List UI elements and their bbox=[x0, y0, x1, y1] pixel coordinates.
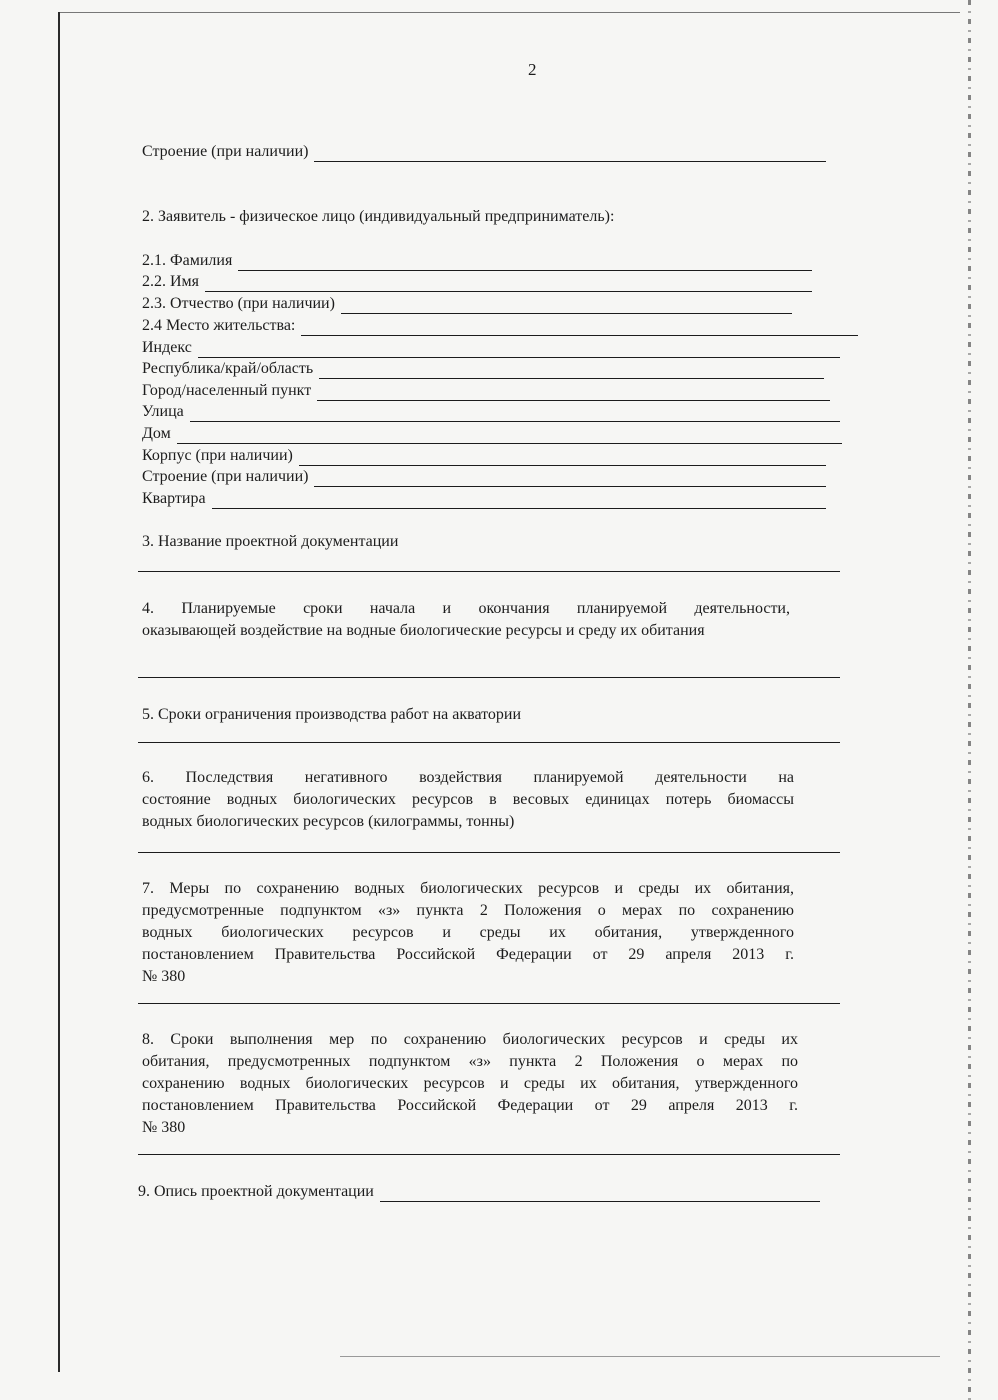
text-line: 8. Сроки выполнения мер по сохранению биологических ресурсов и среды их bbox=[142, 1031, 798, 1048]
blank-line[interactable] bbox=[138, 742, 840, 743]
field-label: Квартира bbox=[142, 490, 206, 507]
text-line: предусмотренные подпунктом «з» пункта 2 Положения о мерах по сохранению bbox=[142, 902, 794, 919]
field-surname bbox=[142, 249, 812, 271]
section-4-text bbox=[142, 598, 790, 642]
field-patronymic bbox=[142, 292, 792, 314]
blank-line[interactable] bbox=[341, 298, 792, 314]
field-korpus bbox=[142, 444, 826, 466]
field-building bbox=[142, 465, 826, 487]
blank-line[interactable] bbox=[317, 385, 830, 401]
blank-line[interactable] bbox=[177, 428, 842, 444]
text-line: оказывающей воздействие на водные биологические ресурсы и среду их обитания bbox=[142, 622, 705, 639]
text-line: постановлением Правительства Российской Федерации от 29 апреля 2013 г. bbox=[142, 946, 794, 963]
text-line: 4. Планируемые сроки начала и окончания планируемой деятельности, bbox=[142, 600, 790, 617]
field-house bbox=[142, 422, 842, 444]
section-6-text bbox=[142, 767, 794, 833]
blank-line[interactable] bbox=[190, 406, 840, 422]
blank-line[interactable] bbox=[138, 1003, 840, 1004]
blank-line[interactable] bbox=[138, 571, 840, 572]
field-name bbox=[142, 270, 812, 292]
field-label: Индекс bbox=[142, 339, 192, 356]
field-label: 9. Опись проектной документации bbox=[138, 1183, 374, 1200]
field-apartment bbox=[142, 487, 826, 509]
text-line: водных биологических ресурсов (килограммы, тонны) bbox=[142, 813, 515, 830]
field-label: 2.4 Место жительства: bbox=[142, 317, 296, 334]
blank-line[interactable] bbox=[212, 493, 826, 509]
text-line: обитания, предусмотренных подпунктом «з» пункта 2 Положения о мерах по bbox=[142, 1053, 798, 1070]
field-building-org bbox=[142, 140, 826, 162]
blank-line[interactable] bbox=[138, 1154, 840, 1155]
field-label: Республика/край/область bbox=[142, 360, 314, 377]
field-label: Город/населенный пункт bbox=[142, 382, 312, 399]
field-residence bbox=[142, 314, 858, 336]
section-2-heading: 2. Заявитель - физическое лицо (индивидуальный предприниматель): bbox=[142, 208, 615, 225]
field-label: Строение (при наличии) bbox=[142, 468, 309, 485]
field-label: Улица bbox=[142, 403, 184, 420]
field-label: Строение (при наличии) bbox=[142, 143, 309, 160]
field-label: 2.3. Отчество (при наличии) bbox=[142, 295, 335, 312]
text-line: водных биологических ресурсов и среды их обитания, утвержденного bbox=[142, 924, 794, 941]
blank-line[interactable] bbox=[205, 276, 812, 292]
section-8-text bbox=[142, 1029, 798, 1139]
blank-line[interactable] bbox=[314, 471, 826, 487]
field-city bbox=[142, 379, 830, 401]
text-line: 7. Меры по сохранению водных биологических ресурсов и среды их обитания, bbox=[142, 880, 794, 897]
field-label: Дом bbox=[142, 425, 171, 442]
blank-line[interactable] bbox=[319, 363, 824, 379]
blank-line[interactable] bbox=[138, 677, 840, 678]
text-line: № 380 bbox=[142, 1119, 186, 1136]
field-region bbox=[142, 357, 824, 379]
section-3-text: 3. Название проектной документации bbox=[142, 533, 399, 550]
blank-line[interactable] bbox=[138, 852, 840, 853]
text-line: сохранению водных биологических ресурсов и среды их обитания, утвержденного bbox=[142, 1075, 798, 1092]
text-line: 6. Последствия негативного воздействия планируемой деятельности на bbox=[142, 769, 794, 786]
text-line: № 380 bbox=[142, 968, 186, 985]
blank-line[interactable] bbox=[314, 146, 826, 162]
section-7-text bbox=[142, 878, 794, 988]
blank-line[interactable] bbox=[238, 255, 812, 271]
blank-line[interactable] bbox=[299, 450, 826, 466]
section-5-text: 5. Сроки ограничения производства работ на акватории bbox=[142, 706, 522, 723]
field-street bbox=[142, 400, 840, 422]
page-number: 2 bbox=[528, 60, 537, 79]
blank-line[interactable] bbox=[380, 1186, 820, 1202]
field-label: Корпус (при наличии) bbox=[142, 447, 293, 464]
field-label: 2.2. Имя bbox=[142, 273, 200, 290]
text-line: состояние водных биологических ресурсов в весовых единицах потерь биомассы bbox=[142, 791, 794, 808]
field-label: 2.1. Фамилия bbox=[142, 252, 233, 269]
field-postal-index bbox=[142, 336, 840, 358]
field-documentation-inventory bbox=[138, 1180, 820, 1202]
blank-line[interactable] bbox=[198, 342, 840, 358]
blank-line[interactable] bbox=[301, 320, 858, 336]
text-line: постановлением Правительства Российской Федерации от 29 апреля 2013 г. bbox=[142, 1097, 798, 1114]
